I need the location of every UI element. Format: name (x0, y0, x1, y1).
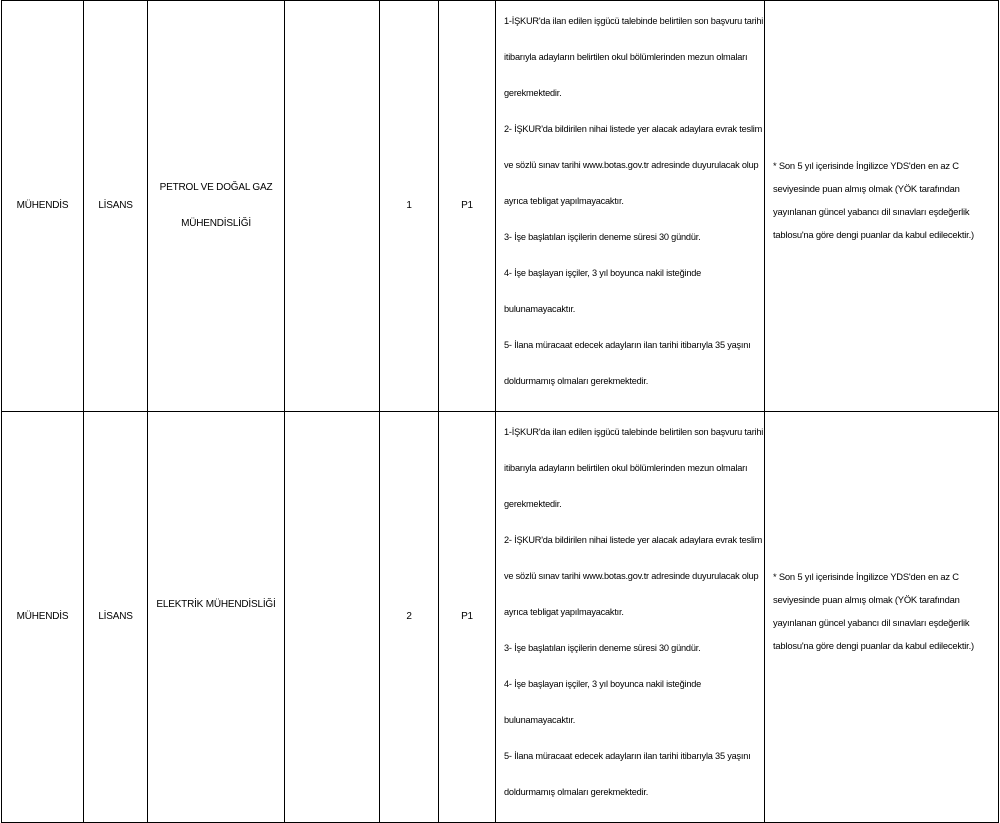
note-cell (765, 1, 999, 412)
requirements-cell (496, 1, 765, 412)
requirement-line: gerekmektedir. (504, 499, 562, 509)
requirement-line: 1-İŞKUR'da ilan edilen işgücü talebinde belirtilen son başvuru tarihi (504, 16, 764, 26)
education-cell: LİSANS (84, 412, 148, 823)
requirement-line: doldurmamış olmaları gerekmektedir. (504, 376, 649, 386)
note-line: yayınlanan güncel yabancı dil sınavları eşdeğerlik (773, 206, 970, 217)
count-cell: 2 (380, 412, 439, 823)
requirement-line: 2- İŞKUR'da bildirilen nihai listede yer alacak adaylara evrak teslim (504, 535, 763, 545)
requirement-line: bulunamayacaktır. (504, 715, 576, 725)
empty-cell (285, 1, 380, 412)
requirement-line: 5- İlana müracaat edecek adayların ilan tarihi itibarıyla 35 yaşını (504, 340, 751, 350)
note-line: tablosu'na göre dengi puanlar da kabul edilecektir.) (773, 640, 974, 651)
empty-cell (285, 412, 380, 823)
requirements-cell (496, 412, 765, 823)
requirement-line: 4- İşe başlayan işçiler, 3 yıl boyunca nakil isteğinde (504, 268, 702, 278)
requirement-line: itibarıyla adayların belirtilen okul bölümlerinden mezun olmaları (504, 52, 748, 62)
job-listing-table (1, 0, 999, 823)
score-type-cell: P1 (439, 412, 496, 823)
requirement-line: 3- İşe başlatılan işçilerin deneme süresi 30 gündür. (504, 643, 701, 653)
requirement-line: gerekmektedir. (504, 88, 562, 98)
note-line: seviyesinde puan almış olmak (YÖK tarafından (773, 594, 960, 605)
table-row (2, 412, 999, 823)
department-cell (148, 412, 285, 823)
department-line: PETROL VE DOĞAL GAZ (159, 182, 273, 193)
requirement-line: 1-İŞKUR'da ilan edilen işgücü talebinde belirtilen son başvuru tarihi (504, 427, 764, 437)
department-line: MÜHENDİSLİĞİ (181, 218, 251, 229)
note-line: * Son 5 yıl içerisinde İngilizce YDS'den en az C (773, 160, 959, 171)
note-line: yayınlanan güncel yabancı dil sınavları eşdeğerlik (773, 617, 970, 628)
requirement-line: bulunamayacaktır. (504, 304, 576, 314)
department-line: ELEKTRİK MÜHENDİSLİĞİ (156, 599, 276, 610)
note-line: * Son 5 yıl içerisinde İngilizce YDS'den en az C (773, 571, 959, 582)
note-line: tablosu'na göre dengi puanlar da kabul edilecektir.) (773, 229, 974, 240)
requirement-line: ayrıca tebligat yapılmayacaktır. (504, 196, 624, 206)
requirement-line: ve sözlü sınav tarihi www.botas.gov.tr adresinde duyurulacak olup (504, 160, 759, 170)
requirement-line: ve sözlü sınav tarihi www.botas.gov.tr adresinde duyurulacak olup (504, 571, 759, 581)
position-cell: MÜHENDİS (2, 412, 84, 823)
score-type-cell: P1 (439, 1, 496, 412)
position-cell: MÜHENDİS (2, 1, 84, 412)
table-row (2, 1, 999, 412)
requirement-line: 3- İşe başlatılan işçilerin deneme süresi 30 gündür. (504, 232, 701, 242)
note-cell (765, 412, 999, 823)
department-cell (148, 1, 285, 412)
note-line: seviyesinde puan almış olmak (YÖK tarafından (773, 183, 960, 194)
count-cell: 1 (380, 1, 439, 412)
requirement-line: 4- İşe başlayan işçiler, 3 yıl boyunca nakil isteğinde (504, 679, 702, 689)
requirement-line: ayrıca tebligat yapılmayacaktır. (504, 607, 624, 617)
requirement-line: doldurmamış olmaları gerekmektedir. (504, 787, 649, 797)
requirement-line: itibarıyla adayların belirtilen okul bölümlerinden mezun olmaları (504, 463, 748, 473)
requirement-line: 5- İlana müracaat edecek adayların ilan tarihi itibarıyla 35 yaşını (504, 751, 751, 761)
requirement-line: 2- İŞKUR'da bildirilen nihai listede yer alacak adaylara evrak teslim (504, 124, 763, 134)
education-cell: LİSANS (84, 1, 148, 412)
